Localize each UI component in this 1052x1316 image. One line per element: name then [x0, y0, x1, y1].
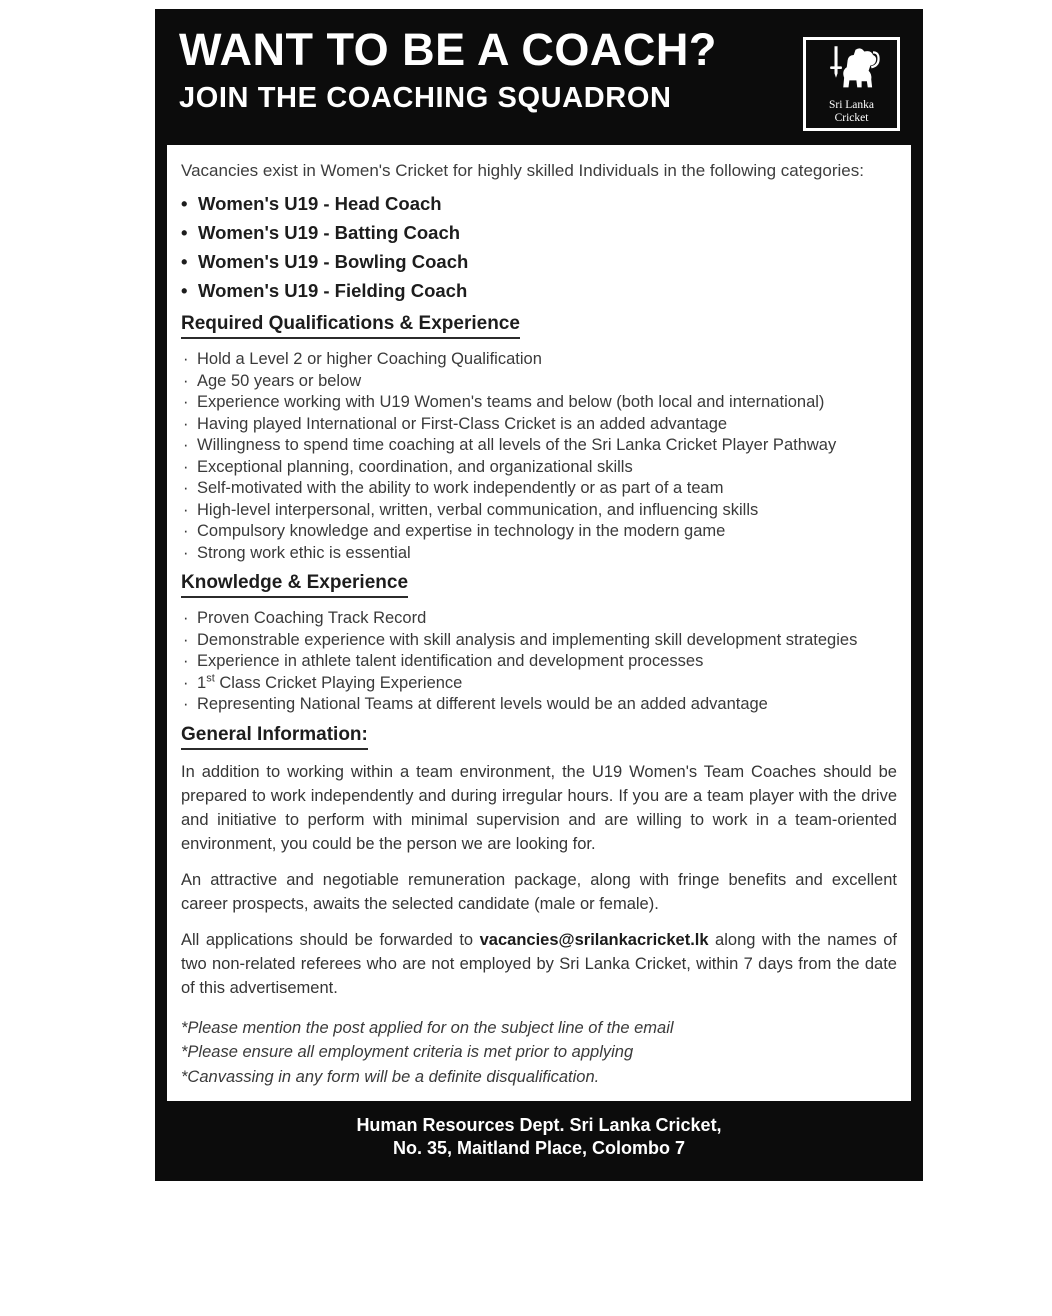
bullet-icon: · [183, 393, 189, 411]
list-item-text: Compulsory knowledge and expertise in technology in the modern game [197, 522, 726, 540]
logo-text-line2: Cricket [834, 111, 869, 124]
list-item [181, 673, 897, 695]
bullet-icon: · [183, 371, 189, 390]
general-paragraph-2: An attractive and negotiable remuneration package, along with fringe benefits and excellent career prospects, awaits the selected candidate (male or female). [181, 870, 897, 913]
list-item [181, 392, 897, 414]
category-item [181, 189, 897, 218]
list-item [181, 608, 897, 630]
bullet-icon: · [183, 350, 189, 368]
category-item [181, 247, 897, 276]
list-item-text: Representing National Teams at different levels would be an added advantage [197, 695, 768, 713]
category-label: Women's U19 - Fielding Coach [198, 280, 468, 301]
list-item [181, 435, 897, 457]
list-item [181, 478, 897, 500]
category-list [181, 189, 897, 305]
footnote: *Canvassing in any form will be a definite disqualification. [181, 1067, 600, 1086]
list-item-text: Having played International or First-Class Cricket is an added advantage [197, 414, 728, 433]
list-item-text: Self-motivated with the ability to work independently or as part of a team [197, 479, 724, 497]
bullet-icon: · [183, 630, 189, 649]
list-item [181, 457, 897, 479]
list-item-text: High-level interpersonal, written, verbal communication, and influencing skills [197, 500, 759, 519]
list-item [181, 500, 897, 522]
list-item-text: Hold a Level 2 or higher Coaching Qualification [197, 350, 542, 368]
bullet-icon: · [183, 436, 189, 454]
logo-text-line1: Sri Lanka [828, 99, 875, 111]
qualifications-heading: Required Qualifications & Experience [181, 313, 897, 339]
sri-lanka-cricket-logo [803, 37, 900, 131]
bullet-icon: · [183, 414, 189, 433]
first-class-item: 1st Class Cricket Playing Experience [197, 672, 463, 692]
main-title: WANT TO BE A COACH? [179, 24, 717, 75]
email-address: vacancies@srilankacricket.lk [479, 930, 709, 949]
bullet-icon: • [181, 222, 188, 243]
logo-text [829, 99, 874, 124]
list-item [181, 414, 897, 436]
list-item [181, 694, 897, 716]
intro-paragraph: Vacancies exist in Women's Cricket for highly skilled Individuals in the following categories: [181, 161, 864, 180]
list-item [181, 630, 897, 652]
applications-paragraph: All applications should be forwarded to vacancies@srilankacricket.lk along with the names of two non-related referees who are not employed by Sri Lanka Cricket, within 7 days from the date of this advertisement. [181, 930, 898, 997]
list-item-text: Willingness to spend time coaching at all levels of the Sri Lanka Cricket Player Pathway [197, 436, 837, 454]
bullet-icon: · [183, 457, 189, 476]
bullet-icon: · [183, 673, 189, 692]
category-label: Women's U19 - Head Coach [198, 193, 442, 214]
ad-footer [155, 1101, 923, 1181]
bullet-icon: · [183, 522, 189, 540]
list-item-text: Exceptional planning, coordination, and organizational skills [197, 457, 633, 476]
footnote: *Please mention the post applied for on the subject line of the email [181, 1018, 674, 1037]
bullet-icon: • [181, 251, 188, 272]
list-item [181, 349, 897, 371]
list-item-text: Proven Coaching Track Record [197, 609, 427, 627]
ad-body [167, 145, 911, 1101]
qualifications-list [181, 349, 897, 564]
list-item-text: Experience in athlete talent identification and development processes [197, 652, 704, 670]
category-item [181, 218, 897, 247]
list-item [181, 521, 897, 543]
general-paragraph-1: In addition to working within a team environment, the U19 Women's Team Coaches should be prepared to work independently and during irregular hours. If you are a team player with the drive and initiative to perform with minimal supervision and are willing to work in a team-oriented environment, you could be the person we are looking for. [181, 762, 897, 853]
general-info-heading: General Information: [181, 724, 897, 750]
bullet-icon: • [181, 280, 188, 301]
knowledge-heading: Knowledge & Experience [181, 572, 897, 598]
list-item [181, 371, 897, 393]
bullet-icon: · [183, 652, 189, 670]
bullet-icon: · [183, 500, 189, 519]
bullet-icon: · [183, 609, 189, 627]
category-label: Women's U19 - Batting Coach [198, 222, 461, 243]
list-item-text: Age 50 years or below [197, 371, 362, 390]
list-item [181, 543, 897, 565]
bullet-icon: · [183, 479, 189, 497]
knowledge-list [181, 608, 897, 716]
category-label: Women's U19 - Bowling Coach [198, 251, 469, 272]
ordinal-superscript: st [206, 672, 215, 684]
sub-title: JOIN THE COACHING SQUADRON [179, 82, 672, 114]
lion-with-sword-icon [824, 40, 880, 98]
footnotes [181, 1016, 897, 1090]
bullet-icon: • [181, 193, 188, 214]
category-item [181, 276, 897, 305]
footnote: *Please ensure all employment criteria is met prior to applying [181, 1043, 634, 1061]
footer-line1: Human Resources Dept. Sri Lanka Cricket, [356, 1115, 722, 1135]
ad-header [155, 9, 923, 145]
bullet-icon: · [183, 543, 189, 562]
footer-line2: No. 35, Maitland Place, Colombo 7 [392, 1138, 686, 1158]
bullet-icon: · [183, 695, 189, 713]
list-item-text: Strong work ethic is essential [197, 543, 411, 562]
list-item [181, 651, 897, 673]
list-item-text: Demonstrable experience with skill analysis and implementing skill development strategies [197, 630, 858, 649]
list-item-text: Experience working with U19 Women's teams and below (both local and international) [197, 393, 825, 411]
advertisement [155, 9, 923, 1181]
